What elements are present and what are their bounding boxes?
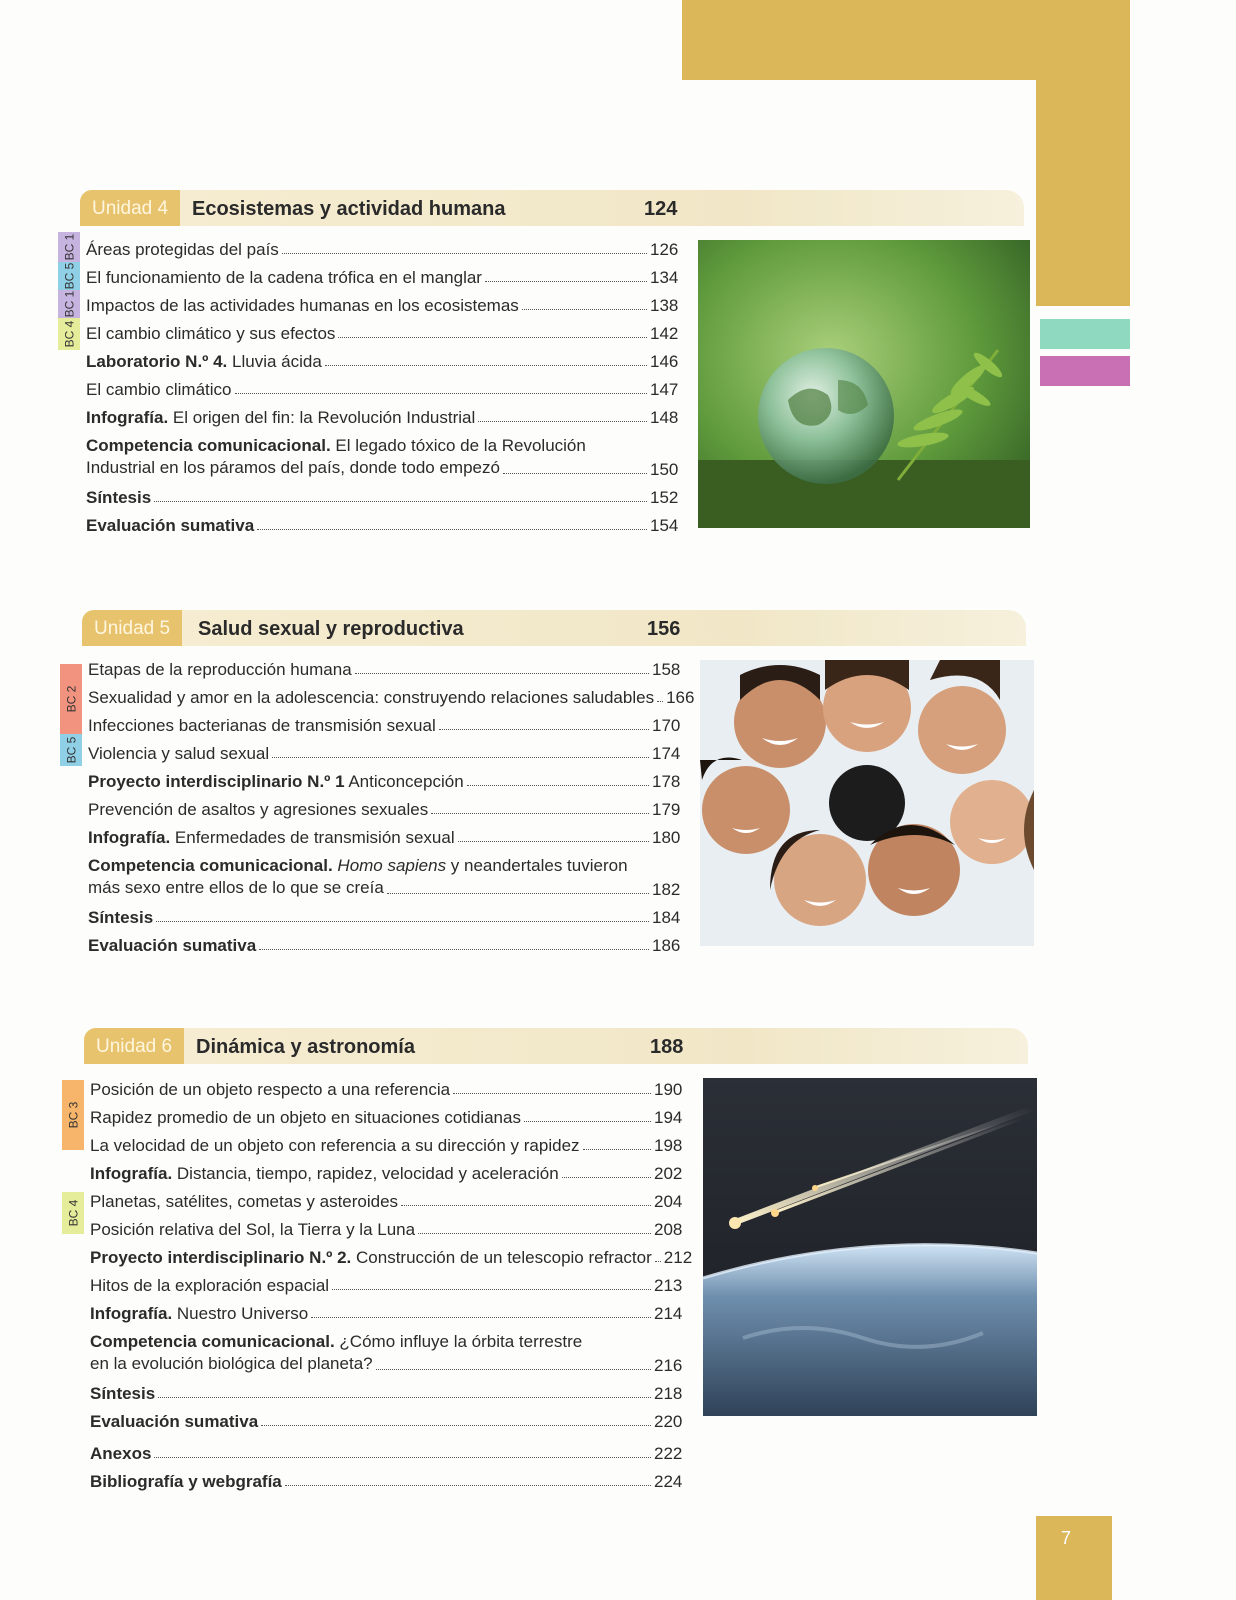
unit-5-tag: Unidad 5 — [82, 610, 182, 646]
block-badge: BC 2 — [60, 664, 82, 734]
toc-entry[interactable]: Infecciones bacterianas de transmisión sexual 170 — [88, 716, 681, 735]
block-badge: BC 4 — [58, 318, 80, 350]
unit-5-title: Salud sexual y reproductiva — [198, 618, 464, 640]
block-badge: BC 4 — [62, 1192, 84, 1234]
toc-entry[interactable]: Prevención de asaltos y agresiones sexuales 179 — [88, 800, 681, 819]
toc-entry[interactable]: Posición relativa del Sol, la Tierra y la Luna 208 — [90, 1220, 683, 1239]
toc-entry[interactable]: Proyecto interdisciplinario N.º 1 Anticoncepción 178 — [88, 772, 681, 791]
unit-6-toc — [90, 1072, 693, 1432]
unit-6-page: 188 — [650, 1036, 684, 1058]
toc-entry[interactable]: Síntesis 218 — [90, 1384, 683, 1403]
block-badge: BC 1 — [58, 290, 80, 318]
unit-6-header — [84, 1028, 1028, 1064]
unit-4-page: 124 — [644, 198, 678, 220]
decor-gold-side — [1036, 80, 1130, 306]
meteor-earth-photo — [703, 1078, 1037, 1416]
toc-entry[interactable]: El cambio climático y sus efectos 142 — [86, 324, 679, 343]
toc-entry[interactable]: Evaluación sumativa 154 — [86, 516, 679, 535]
toc-entry[interactable]: Anexos 222 — [90, 1444, 683, 1463]
toc-entry[interactable]: Impactos de las actividades humanas en los ecosistemas 138 — [86, 296, 679, 315]
block-badge: BC 1 — [58, 232, 80, 262]
toc-entry[interactable]: Competencia comunicacional. Homo sapiens y neandertales tuvieron más sexo entre ellos de lo que se creía 182 — [88, 856, 681, 899]
toc-entry[interactable]: Infografía. Enfermedades de transmisión sexual 180 — [88, 828, 681, 847]
toc-entry[interactable]: Violencia y salud sexual 174 — [88, 744, 681, 763]
toc-entry[interactable]: Proyecto interdisciplinario N.º 2. Construcción de un telescopio refractor 212 — [90, 1248, 693, 1267]
decor-teal-tab — [1040, 319, 1130, 349]
page-number: 7 — [1060, 1528, 1071, 1548]
block-badge: BC 3 — [62, 1080, 84, 1150]
unit-5-header — [82, 610, 1026, 646]
toc-entry[interactable]: Evaluación sumativa 220 — [90, 1412, 683, 1431]
toc-entry[interactable]: Infografía. Nuestro Universo 214 — [90, 1304, 683, 1323]
toc-entry[interactable]: El funcionamiento de la cadena trófica en el manglar 134 — [86, 268, 679, 287]
toc-entry[interactable]: Evaluación sumativa 186 — [88, 936, 681, 955]
unit-4-tag: Unidad 4 — [80, 190, 180, 226]
toc-entry[interactable]: Síntesis 184 — [88, 908, 681, 927]
toc-entry[interactable]: Planetas, satélites, cometas y asteroides 204 — [90, 1192, 683, 1211]
unit-4-title: Ecosistemas y actividad humana — [192, 198, 506, 220]
decor-gold-top — [682, 0, 1130, 80]
toc-entry[interactable]: Áreas protegidas del país 126 — [86, 240, 679, 259]
globe-moss-photo — [698, 240, 1030, 528]
unit-6-tag: Unidad 6 — [84, 1028, 184, 1064]
toc-entry[interactable]: Posición de un objeto respecto a una referencia 190 — [90, 1080, 683, 1099]
unit-5-page: 156 — [647, 618, 681, 640]
toc-entry[interactable]: Competencia comunicacional. El legado tóxico de la Revolución Industrial en los páramos del país, donde todo empezó 150 — [86, 436, 679, 479]
extras-toc — [90, 1436, 682, 1492]
block-badge: BC 5 — [58, 262, 80, 290]
toc-entry[interactable]: Competencia comunicacional. ¿Cómo influye la órbita terrestre en la evolución biológica del planeta? 216 — [90, 1332, 683, 1375]
unit-4-header — [80, 190, 1024, 226]
toc-entry[interactable]: El cambio climático 147 — [86, 380, 679, 399]
block-badge: BC 5 — [60, 734, 82, 766]
toc-entry[interactable]: Etapas de la reproducción humana 158 — [88, 660, 681, 679]
toc-entry[interactable]: Infografía. Distancia, tiempo, rapidez, velocidad y aceleración 202 — [90, 1164, 683, 1183]
unit-4-toc — [86, 232, 678, 536]
unit-5-toc — [88, 652, 695, 956]
group-faces-photo — [700, 660, 1034, 946]
unit-6-title: Dinámica y astronomía — [196, 1036, 415, 1058]
toc-entry[interactable]: La velocidad de un objeto con referencia a su dirección y rapidez 198 — [90, 1136, 683, 1155]
toc-entry[interactable]: Sexualidad y amor en la adolescencia: construyendo relaciones saludables 166 — [88, 688, 695, 707]
decor-pink-tab — [1040, 356, 1130, 386]
toc-entry[interactable]: Bibliografía y webgrafía 224 — [90, 1472, 683, 1491]
toc-entry[interactable]: Rapidez promedio de un objeto en situaciones cotidianas 194 — [90, 1108, 683, 1127]
toc-entry[interactable]: Laboratorio N.º 4. Lluvia ácida 146 — [86, 352, 679, 371]
toc-entry[interactable]: Hitos de la exploración espacial 213 — [90, 1276, 683, 1295]
toc-entry[interactable]: Síntesis 152 — [86, 488, 679, 507]
toc-entry[interactable]: Infografía. El origen del fin: la Revolución Industrial 148 — [86, 408, 679, 427]
